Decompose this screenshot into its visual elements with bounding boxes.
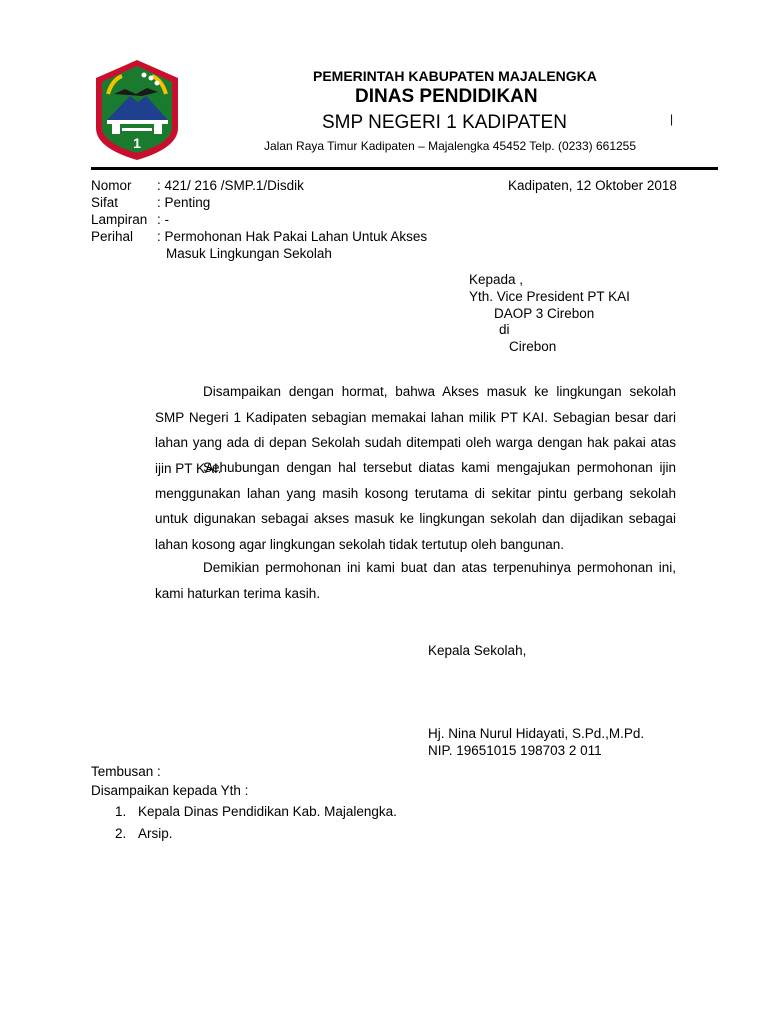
- body-paragraph-2-text: Sehubungan dengan hal tersebut diatas kami mengajukan permohonan ijin menggunakan lahan yang masih kosong terutama di sekitar pintu gerbang sekolah untuk digunakan sebagai akses masuk ke lingkungan sekolah dan dijadikan sebagai lahan kosong agar lingkungan sekolah tidak tertutup oleh bangunan.: [155, 460, 676, 552]
- tembusan-item: Kepala Dinas Pendidikan Kab. Majalengka.: [138, 804, 397, 819]
- nomor-value: : 421/ 216 /SMP.1/Disdik: [157, 178, 304, 193]
- signature-title: Kepala Sekolah,: [428, 643, 527, 658]
- sifat-value: : Penting: [157, 195, 211, 210]
- tembusan-item-number: 2.: [115, 826, 127, 841]
- perihal-value-line1: : Permohonan Hak Pakai Lahan Untuk Akses: [157, 229, 428, 244]
- school-address: Jalan Raya Timur Kadipaten – Majalengka 45452 Telp. (0233) 661255: [264, 139, 637, 153]
- recipient-city: Cirebon: [509, 339, 557, 354]
- tembusan-heading: Tembusan :: [91, 764, 161, 779]
- kabupaten-emblem-icon: [92, 58, 182, 162]
- recipient-title: Yth. Vice President PT KAI: [469, 289, 630, 304]
- tembusan-item-number: 1.: [115, 804, 127, 819]
- recipient-di: di: [499, 322, 510, 337]
- sifat-label: Sifat: [91, 195, 119, 210]
- signature-name: Hj. Nina Nurul Hidayati, S.Pd.,M.Pd.: [428, 726, 645, 741]
- body-paragraph-1-text: Disampaikan dengan hormat, bahwa Akses masuk ke lingkungan sekolah SMP Negeri 1 Kadipaten sebagian memakai lahan milik PT KAI. Sebagian besar dari lahan yang ada di depan Sekolah sudah ditempati oleh warga dengan hak pakai atas ijin PT KAI.: [155, 384, 676, 476]
- emblem-number: 1: [133, 135, 141, 151]
- perihal-value-line2: Masuk Lingkungan Sekolah: [166, 246, 332, 261]
- recipient-unit: DAOP 3 Cirebon: [494, 306, 595, 321]
- signature-nip: NIP. 19651015 198703 2 011: [428, 743, 602, 758]
- letter-date: Kadipaten, 12 Oktober 2018: [508, 178, 677, 193]
- school-name: SMP NEGERI 1 KADIPATEN: [322, 112, 567, 133]
- recipient-kepada: Kepada ,: [469, 272, 524, 287]
- tembusan-item: Arsip.: [138, 826, 173, 841]
- government-name: PEMERINTAH KABUPATEN MAJALENGKA: [313, 68, 597, 84]
- perihal-label: Perihal: [91, 229, 134, 244]
- body-paragraph-2: [155, 455, 676, 557]
- margin-mark: |: [670, 112, 674, 126]
- lampiran-label: Lampiran: [91, 212, 148, 227]
- body-paragraph-3-text: Demikian permohonan ini kami buat dan atas terpenuhinya permohonan ini, kami haturkan terima kasih.: [155, 560, 676, 601]
- department-name: DINAS PENDIDIKAN: [355, 86, 538, 107]
- header-divider: [91, 167, 718, 170]
- lampiran-value: : -: [157, 212, 169, 227]
- body-paragraph-3: [155, 555, 676, 606]
- nomor-label: Nomor: [91, 178, 132, 193]
- tembusan-intro: Disampaikan kepada Yth :: [91, 783, 249, 798]
